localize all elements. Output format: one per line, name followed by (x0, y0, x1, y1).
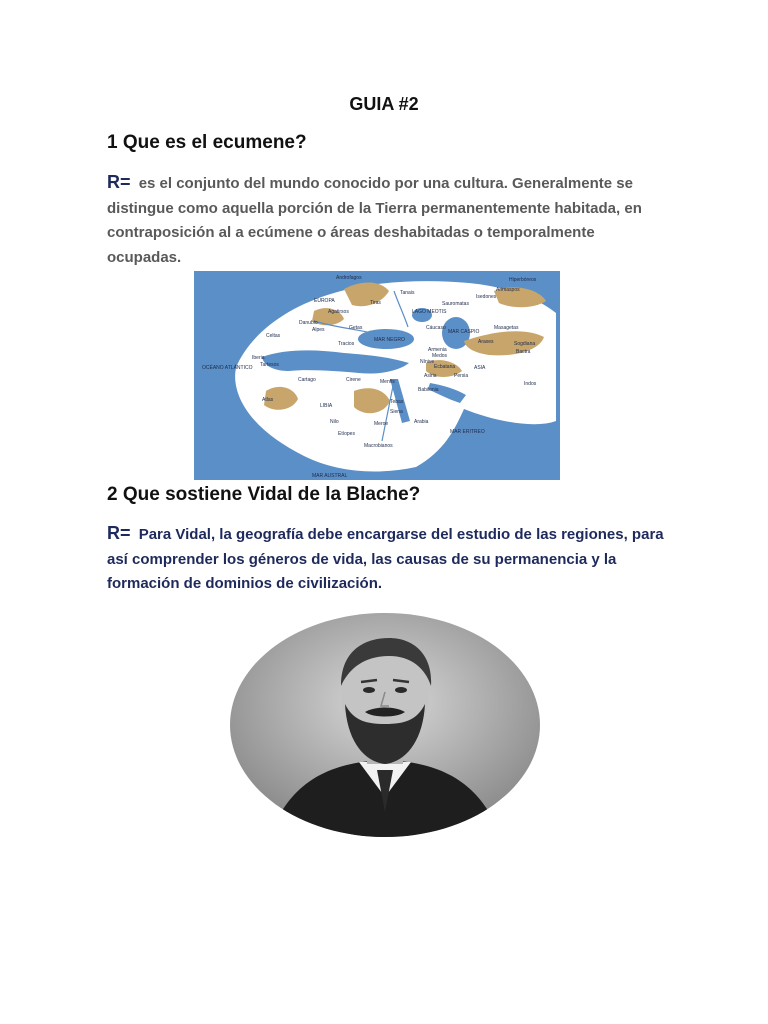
map-label: Medos (432, 353, 448, 359)
map-label: Cirene (346, 377, 361, 383)
map-label: Celtas (266, 333, 281, 339)
map-label: Atlas (262, 397, 274, 403)
map-label: Menfis (380, 379, 395, 385)
map-label: Etíopes (338, 431, 355, 437)
vidal-de-la-blache-portrait (229, 612, 541, 838)
map-label: Nilo (330, 419, 339, 425)
map-label: LIBIA (320, 403, 333, 409)
map-label: Hiperbóreos (509, 277, 537, 283)
map-label: Babilonia (418, 387, 439, 393)
question-1-heading: 1 Que es el ecumene? (107, 132, 307, 153)
map-label: Siena (390, 409, 403, 415)
map-label: Iberia (252, 355, 265, 361)
map-label: Masagetas (494, 325, 519, 331)
map-label: Arabia (414, 419, 429, 425)
map-label: Ecbatana (434, 364, 456, 370)
map-label: Arimaspos (496, 287, 520, 293)
map-label: Sogdiana (514, 341, 536, 347)
answer-2-text: Para Vidal, la geografía debe encargarse del estudio de las regiones, para así comprender los géneros de vida, las causas de su permanencia y la formación de dominios de civilización. (107, 526, 664, 592)
map-label: Meroe (374, 421, 389, 427)
map-label: Danubio (299, 320, 318, 326)
map-label: Agatirsos (328, 309, 349, 315)
map-label: Cáucaso (426, 325, 446, 331)
page-title: GUIA #2 (349, 94, 419, 114)
map-label: Nínive (420, 359, 435, 365)
map-label: MAR CASPIO (448, 329, 480, 335)
answer-2-label: R= (107, 523, 131, 543)
map-label: MAR AUSTRAL (312, 473, 348, 479)
map-label: Bactra (516, 349, 531, 355)
map-label: Asiria (424, 373, 437, 379)
map-label: Tartesos (260, 362, 279, 368)
map-label: EUROPA (314, 298, 335, 304)
map-label: ASIA (474, 365, 486, 371)
map-label: Tracios (338, 341, 355, 347)
map-label: Sauromatas (442, 301, 469, 307)
map-label: Cartago (298, 377, 316, 383)
answer-2 (107, 521, 667, 597)
map-label: LAGO MEOTIS (412, 309, 447, 315)
map-label: Alpes (312, 327, 325, 333)
answer-1-label: R= (107, 172, 131, 192)
map-label: Armenia (428, 347, 447, 353)
map-label: Tanais (400, 290, 415, 296)
map-label: Androfagos (336, 275, 362, 281)
herodotus-world-map (194, 271, 560, 480)
map-label: MAR ERITREO (450, 429, 485, 435)
map-label: MAR NEGRO (374, 337, 405, 343)
answer-1 (107, 170, 667, 270)
map-label: Isedones (476, 294, 497, 300)
answer-1-text: es el conjunto del mundo conocido por una cultura. Generalmente se distingue como aquella porción de la Tierra permanentemente habitada, en contraposición al a ecúmene o áreas deshabitadas o temporalmente ocupadas. (107, 175, 642, 266)
map-label: Persia (454, 373, 469, 379)
map-label: Macrobianos (364, 443, 393, 449)
map-label: Araxes (478, 339, 494, 345)
map-label: Getas (349, 325, 363, 331)
map-label: Tiras (370, 300, 381, 306)
map-label: OCÉANO ATLÁNTICO (202, 365, 253, 371)
question-2-heading: 2 Que sostiene Vidal de la Blache? (107, 484, 421, 505)
map-label: Indos (524, 381, 537, 387)
map-label: Tebas (390, 399, 404, 405)
